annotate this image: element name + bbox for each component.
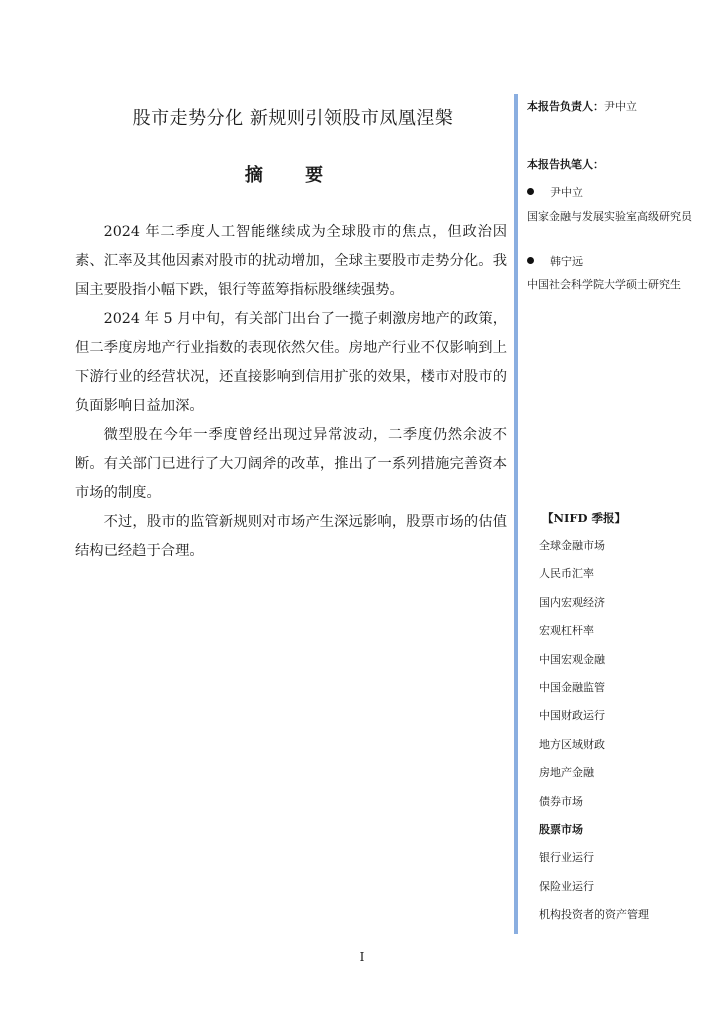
responsible-person (527, 98, 637, 115)
nifd-list (539, 537, 649, 934)
report-title: 股市走势分化 新规则引领股市凤凰涅槃 (132, 108, 454, 129)
author-2-name: 韩宁远 (550, 255, 583, 268)
bullet-icon (527, 188, 534, 195)
nifd-list-item[interactable]: 中国宏观金融 (539, 652, 605, 666)
abstract-body (75, 218, 507, 566)
author-2 (527, 253, 583, 270)
nifd-heading: 【NIFD 季报】 (542, 511, 627, 525)
nifd-list-item[interactable]: 股票市场 (539, 822, 583, 836)
nifd-list-item[interactable]: 中国金融监管 (539, 680, 605, 694)
page-number: I (359, 950, 365, 964)
nifd-list-item[interactable]: 全球金融市场 (539, 539, 605, 552)
nifd-list-item[interactable]: 保险业运行 (539, 879, 594, 893)
nifd-list-item[interactable]: 中国财政运行 (539, 709, 605, 723)
nifd-list-item[interactable]: 宏观杠杆率 (539, 624, 594, 638)
abstract-paragraph-4: 不过，股市的监管新规则对市场产生深远影响，股票市场的估值结构已经趋于合理。 (75, 514, 507, 559)
nifd-list-item[interactable]: 银行业运行 (539, 851, 594, 865)
author-1-name: 尹中立 (550, 186, 583, 199)
nifd-list-item[interactable]: 房地产金融 (539, 766, 594, 780)
responsible-label: 本报告负责人： (527, 100, 604, 113)
author-1-affiliation: 国家金融与发展实验室高级研究员 (527, 210, 692, 223)
responsible-name: 尹中立 (604, 100, 637, 113)
nifd-list-item[interactable]: 地方区域财政 (539, 737, 605, 751)
nifd-list-item[interactable]: 国内宏观经济 (539, 595, 605, 609)
author-2-affiliation: 中国社会科学院大学硕士研究生 (527, 278, 681, 291)
abstract-paragraph-2: 2024 年 5 月中旬，有关部门出台了一揽子刺激房地产的政策，但二季度房地产行业指数的表现依然欠佳。房地产行业不仅影响到上下游行业的经营状况，还直接影响到信用扩张的效果，楼市对股市的负面影响日益加深。 (75, 311, 507, 414)
nifd-list-item[interactable]: 债券市场 (539, 794, 583, 808)
author-1 (527, 184, 583, 201)
abstract-paragraph-3: 微型股在今年一季度曾经出现过异常波动，二季度仍然余波不断。有关部门已进行了大刀阔斧的改革，推出了一系列措施完善资本市场的制度。 (75, 427, 507, 501)
authors-label: 本报告执笔人： (527, 158, 604, 171)
abstract-paragraph-1: 2024 年二季度人工智能继续成为全球股市的焦点，但政治因素、汇率及其他因素对股市的扰动增加，全球主要股市走势分化。我国主要股指小幅下跌，银行等蓝筹指标股继续强势。 (75, 224, 507, 298)
abstract-heading: 摘 要 (244, 165, 342, 186)
nifd-list-item[interactable]: 机构投资者的资产管理 (539, 908, 649, 922)
sidebar-divider (514, 94, 518, 934)
bullet-icon (527, 257, 534, 264)
nifd-list-item[interactable]: 人民币汇率 (539, 567, 594, 581)
